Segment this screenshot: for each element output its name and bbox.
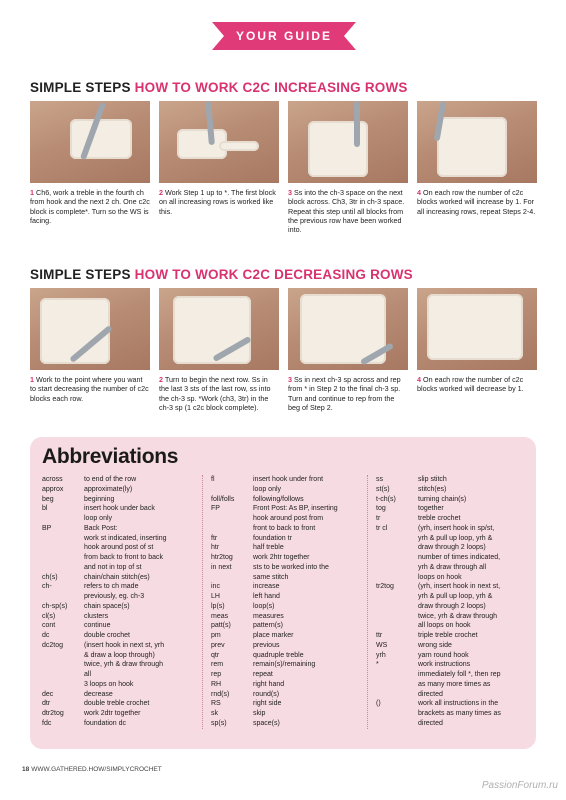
abbreviation-meaning: yrh & pull up loop, yrh & (418, 534, 493, 542)
abbreviation-row (211, 651, 367, 661)
abbreviation-row (376, 612, 524, 622)
abbreviations-column-2 (202, 475, 367, 729)
step-number: 4 (417, 375, 421, 384)
abbreviation-row (42, 699, 202, 709)
abbreviation-meaning: work 2dtr together (84, 710, 141, 717)
abbreviation-row (211, 563, 367, 573)
abbreviation-meaning: directed (418, 690, 443, 698)
abbreviation-meaning: triple treble crochet (418, 632, 478, 639)
section-heading: HOW TO WORK C2C DECREASING ROWS (134, 267, 413, 282)
abbreviation-meaning: right hand (253, 680, 285, 688)
abbreviation-term: * (376, 661, 379, 669)
abbreviation-term: pm (211, 632, 221, 639)
step-text (159, 375, 279, 412)
abbreviation-meaning: Back Post: (84, 524, 118, 532)
abbreviation-row (376, 699, 524, 709)
abbreviation-term (376, 680, 418, 690)
abbreviation-row (42, 670, 202, 680)
abbreviation-term: qtr (211, 651, 220, 659)
abbreviations-title: Abbreviations (42, 445, 179, 468)
abbreviation-term: sp(s) (211, 719, 227, 727)
step-number: 3 (288, 375, 292, 384)
abbreviation-meaning: loop only (253, 485, 282, 493)
abbreviation-term (42, 543, 84, 553)
abbreviation-row (211, 504, 367, 514)
abbreviation-row (376, 631, 524, 641)
abbreviation-meaning: skip (253, 710, 266, 717)
abbreviation-meaning: loop only (84, 515, 113, 522)
step-text (288, 188, 408, 234)
abbreviation-term: cl(s) (42, 612, 56, 620)
abbreviation-term (376, 592, 418, 602)
abbreviation-term: rep (211, 671, 222, 678)
abbreviation-meaning: double treble crochet (84, 700, 150, 708)
abbreviation-term (376, 719, 418, 729)
abbreviation-row (42, 582, 202, 592)
abbreviation-term: RH (211, 680, 222, 688)
abbreviation-row (42, 553, 202, 563)
section-lead: SIMPLE STEPS (30, 80, 131, 95)
abbreviation-row (376, 543, 524, 553)
abbreviation-row (376, 719, 524, 729)
abbreviation-row (211, 582, 367, 592)
abbreviation-term (42, 651, 84, 661)
step-card (288, 288, 408, 412)
abbreviation-meaning: work 2htr together (253, 554, 310, 561)
step-number: 3 (288, 188, 292, 197)
abbreviation-term (42, 514, 84, 524)
section-lead: SIMPLE STEPS (30, 267, 131, 282)
abbreviation-term (42, 553, 84, 563)
abbreviation-meaning: and not in top of st (84, 563, 142, 571)
abbreviation-row (376, 602, 524, 612)
abbreviation-row (211, 719, 367, 729)
abbreviation-meaning: remain(s)/remaining (253, 661, 316, 669)
step-list (30, 101, 536, 234)
step-text (288, 375, 408, 412)
abbreviation-term: meas (211, 612, 229, 620)
abbreviation-term (42, 670, 84, 680)
abbreviation-meaning: wrong side (418, 641, 452, 649)
abbreviation-term (376, 573, 418, 583)
abbreviation-row (376, 514, 524, 524)
abbreviation-meaning: hook around post of st (84, 544, 154, 552)
abbreviation-meaning: repeat (253, 671, 273, 678)
abbreviation-meaning: increase (253, 583, 280, 591)
abbreviations-panel (30, 437, 536, 749)
abbreviation-meaning: twice, yrh & draw through (418, 612, 497, 620)
abbreviation-row (211, 592, 367, 602)
abbreviation-meaning: half treble (253, 544, 284, 552)
step-number: 2 (159, 375, 163, 384)
abbreviation-row (42, 543, 202, 553)
abbreviation-row (42, 660, 202, 670)
step-number: 4 (417, 188, 421, 197)
abbreviation-meaning: & draw a loop through) (84, 651, 155, 659)
abbreviation-term (211, 573, 253, 583)
abbreviation-meaning: work st indicated, inserting (84, 534, 167, 542)
abbreviation-row (376, 651, 524, 661)
step-photo (159, 101, 279, 183)
abbreviation-term: yrh (376, 651, 386, 659)
abbreviation-row (211, 514, 367, 524)
abbreviation-row (42, 504, 202, 514)
abbreviation-meaning: insert hook under front (253, 476, 324, 483)
abbreviation-meaning: following/follows (253, 495, 304, 503)
step-photo (30, 101, 150, 183)
abbreviation-meaning: yrh & draw through all (418, 563, 487, 571)
abbreviation-term: ch(s) (42, 573, 58, 581)
abbreviation-row (376, 534, 524, 544)
abbreviation-term: t-ch(s) (376, 495, 396, 503)
abbreviation-row (376, 670, 524, 680)
abbreviation-term: tog (376, 505, 386, 513)
step-number: 2 (159, 188, 163, 197)
abbreviation-row (376, 485, 524, 495)
step-list (30, 288, 536, 412)
abbreviation-row (42, 641, 202, 651)
abbreviation-row (376, 660, 524, 670)
abbreviation-meaning: foundation dc (84, 719, 127, 727)
abbreviation-meaning: draw through 2 loops) (418, 602, 486, 610)
step-card (159, 101, 279, 234)
step-description: Work Step 1 up to *. The first block on all increasing rows is worked like this. (159, 188, 276, 216)
abbreviation-row (211, 709, 367, 719)
abbreviation-row (42, 524, 202, 534)
abbreviation-meaning: Front Post: As BP, inserting (253, 505, 338, 513)
abbreviation-term: ss (376, 476, 383, 483)
step-photo (30, 288, 150, 370)
abbreviation-row (376, 563, 524, 573)
abbreviation-term (42, 660, 84, 670)
abbreviation-row (42, 495, 202, 505)
abbreviation-row (211, 699, 367, 709)
abbreviation-meaning: slip stitch (418, 476, 447, 483)
abbreviation-row (42, 612, 202, 622)
abbreviation-row (376, 680, 524, 690)
step-description: Ss in next ch-3 sp across and rep from * in Step 2 to the final ch-3 sp. Turn and continue to rep from the beg of Step 2. (288, 375, 401, 412)
abbreviation-meaning: double crochet (84, 632, 130, 639)
abbreviation-meaning: chain space(s) (84, 602, 130, 610)
abbreviation-row (211, 602, 367, 612)
abbreviation-row (42, 602, 202, 612)
abbreviation-row (42, 573, 202, 583)
abbreviation-term: beg (42, 495, 54, 503)
abbreviation-row (376, 641, 524, 651)
abbreviation-term: in next (211, 563, 232, 571)
step-card (30, 288, 150, 412)
abbreviation-meaning: hook around post from (253, 515, 324, 522)
abbreviation-meaning: clusters (84, 612, 109, 620)
abbreviation-meaning: space(s) (253, 719, 280, 727)
abbreviations-columns (42, 475, 524, 729)
abbreviation-row (42, 534, 202, 544)
abbreviation-term: htr (211, 544, 220, 552)
abbreviation-meaning: all loops on hook (418, 622, 471, 630)
abbreviation-term: htr2tog (211, 554, 233, 561)
abbreviation-term: rem (211, 661, 224, 669)
abbreviation-meaning: yarn round hook (418, 651, 469, 659)
abbreviation-meaning: (insert hook in next st, yrh (84, 641, 165, 649)
abbreviation-row (211, 553, 367, 563)
abbreviation-row (376, 690, 524, 700)
abbreviation-row (211, 631, 367, 641)
abbreviation-meaning: turning chain(s) (418, 495, 467, 503)
abbreviation-meaning: chain/chain stitch(es) (84, 573, 150, 581)
abbreviation-meaning: foundation tr (253, 534, 292, 542)
abbreviation-row (42, 690, 202, 700)
abbreviation-term (42, 680, 84, 690)
abbreviation-meaning: immediately foll *, then rep (418, 671, 501, 678)
abbreviation-term (376, 534, 418, 544)
abbreviation-row (42, 621, 202, 631)
abbreviation-row (211, 573, 367, 583)
abbreviation-meaning: sts to be worked into the (253, 563, 329, 571)
abbreviation-meaning: approximate(ly) (84, 485, 133, 493)
abbreviation-row (42, 563, 202, 573)
abbreviation-term (376, 612, 418, 622)
abbreviation-row (211, 621, 367, 631)
abbreviation-term: across (42, 476, 63, 483)
abbreviation-meaning: insert hook under back (84, 505, 155, 513)
abbreviation-row (376, 582, 524, 592)
abbreviation-meaning: beginning (84, 495, 115, 503)
abbreviation-meaning: 3 loops on hook (84, 680, 134, 688)
step-photo (159, 288, 279, 370)
step-text (30, 375, 150, 403)
increasing-section (30, 80, 536, 234)
abbreviation-term (211, 524, 253, 534)
abbreviations-column-3 (367, 475, 524, 729)
step-photo (288, 288, 408, 370)
abbreviation-meaning: previous (253, 641, 280, 649)
step-text (417, 188, 537, 216)
abbreviation-term: dtr (42, 700, 51, 708)
section-heading: HOW TO WORK C2C INCREASING ROWS (134, 80, 408, 95)
abbreviation-term (376, 670, 418, 680)
abbreviation-term: tr (376, 515, 381, 522)
abbreviation-term: inc (211, 583, 220, 591)
abbreviation-row (211, 612, 367, 622)
abbreviation-row (42, 709, 202, 719)
abbreviation-row (211, 524, 367, 534)
abbreviations-column-1 (42, 475, 202, 729)
abbreviation-meaning: directed (418, 719, 443, 727)
abbreviation-row (211, 641, 367, 651)
abbreviation-term: BP (42, 524, 52, 532)
step-description: Ss into the ch-3 space on the next block across. Ch3, 3tr in ch-3 space. Repeat this step until all blocks from the previous row have been worked into. (288, 188, 405, 235)
abbreviation-row (42, 475, 202, 485)
abbreviation-term (376, 563, 418, 573)
abbreviation-row (211, 495, 367, 505)
page-number: 18 (22, 766, 30, 773)
section-title (30, 80, 536, 95)
abbreviation-row (42, 592, 202, 602)
abbreviation-meaning: place marker (253, 632, 294, 639)
abbreviation-term (42, 592, 84, 602)
abbreviation-row (42, 680, 202, 690)
abbreviation-term: prev (211, 641, 225, 649)
section-title (30, 267, 536, 282)
abbreviation-row (376, 592, 524, 602)
abbreviation-meaning: continue (84, 622, 111, 630)
abbreviation-row (211, 543, 367, 553)
abbreviation-meaning: same stitch (253, 573, 289, 581)
abbreviation-meaning: as many more times as (418, 680, 491, 688)
step-card (30, 101, 150, 234)
abbreviation-term (376, 709, 418, 719)
watermark: PassionForum.ru (481, 780, 558, 791)
abbreviation-term: bl (42, 505, 48, 513)
abbreviation-meaning: work instructions (418, 661, 471, 669)
abbreviation-row (42, 719, 202, 729)
abbreviation-meaning: quadruple treble (253, 651, 304, 659)
step-text (417, 375, 537, 394)
abbreviation-term: lp(s) (211, 602, 225, 610)
abbreviation-row (42, 651, 202, 661)
abbreviation-term: RS (211, 700, 221, 708)
abbreviation-meaning: front to back to front (253, 524, 316, 532)
abbreviation-term: WS (376, 641, 388, 649)
step-description: On each row the number of c2c blocks worked will increase by 1. For all increasing rows, repeat Steps 2-4. (417, 188, 536, 216)
abbreviation-term: dc (42, 632, 50, 639)
abbreviation-row (42, 631, 202, 641)
abbreviation-term: () (376, 700, 381, 708)
abbreviation-term (376, 621, 418, 631)
abbreviation-term: ch-sp(s) (42, 602, 68, 610)
abbreviation-term (376, 543, 418, 553)
abbreviation-term (211, 485, 253, 495)
abbreviation-row (376, 621, 524, 631)
abbreviation-term: dtr2tog (42, 710, 64, 717)
abbreviation-row (376, 504, 524, 514)
abbreviation-term (42, 563, 84, 573)
abbreviation-row (376, 495, 524, 505)
step-description: Work to the point where you want to start decreasing the number of c2c blocks each row. (30, 375, 149, 403)
abbreviation-meaning: (yrh, insert hook in sp/st, (418, 524, 495, 532)
step-card (288, 101, 408, 234)
abbreviation-meaning: to end of the row (84, 476, 137, 483)
abbreviation-meaning: previously, eg. ch-3 (84, 593, 145, 600)
abbreviation-meaning: together (418, 505, 444, 513)
abbreviation-row (211, 690, 367, 700)
abbreviation-row (42, 514, 202, 524)
abbreviation-meaning: treble crochet (418, 515, 461, 522)
step-description: Ch6, work a treble in the fourth ch from hook and the next 2 ch. One c2c block is complete*. Turn so the WS is facing. (30, 188, 150, 225)
abbreviation-meaning: all (84, 671, 92, 678)
abbreviation-meaning: loop(s) (253, 602, 275, 610)
abbreviation-row (211, 485, 367, 495)
abbreviation-row (376, 524, 524, 534)
abbreviation-meaning: right side (253, 700, 282, 708)
footer-url: WWW.GATHERED.HOW/SIMPLYCROCHET (31, 766, 162, 773)
abbreviation-term: ftr (211, 534, 218, 542)
abbreviation-term: dec (42, 690, 54, 698)
abbreviation-meaning: work all instructions in the (418, 700, 499, 708)
guide-banner: YOUR GUIDE (224, 22, 344, 50)
abbreviation-row (376, 475, 524, 485)
step-number: 1 (30, 375, 34, 384)
abbreviation-term: patt(s) (211, 622, 231, 630)
step-photo (417, 288, 537, 370)
abbreviation-term: approx (42, 485, 64, 493)
abbreviation-term: fdc (42, 719, 52, 727)
abbreviation-meaning: brackets as many times as (418, 710, 501, 717)
abbreviation-term: tr2tog (376, 583, 394, 591)
abbreviation-meaning: from back to front to back (84, 554, 163, 561)
abbreviation-meaning: yrh & pull up loop, yrh & (418, 593, 493, 600)
abbreviation-term: ttr (376, 632, 383, 639)
abbreviation-term (211, 514, 253, 524)
step-number: 1 (30, 188, 34, 197)
step-card (417, 288, 537, 412)
abbreviation-term (376, 690, 418, 700)
decreasing-section (30, 267, 536, 412)
abbreviation-row (42, 485, 202, 495)
abbreviation-row (211, 670, 367, 680)
step-photo (288, 101, 408, 183)
abbreviation-term: tr cl (376, 524, 388, 532)
abbreviation-row (211, 660, 367, 670)
abbreviation-term: foll/folls (211, 495, 235, 503)
abbreviation-term: LH (211, 593, 220, 600)
abbreviation-row (211, 475, 367, 485)
abbreviation-term: st(s) (376, 485, 390, 493)
abbreviation-term (376, 553, 418, 563)
abbreviation-term: fl (211, 476, 215, 483)
abbreviation-meaning: draw through 2 loops) (418, 544, 486, 552)
abbreviation-meaning: round(s) (253, 690, 280, 698)
abbreviation-term: FP (211, 505, 220, 513)
step-card (159, 288, 279, 412)
step-card (417, 101, 537, 234)
step-photo (417, 101, 537, 183)
abbreviation-row (376, 573, 524, 583)
abbreviation-term: cont (42, 622, 56, 630)
abbreviation-meaning: twice, yrh & draw through (84, 661, 163, 669)
abbreviation-meaning: left hand (253, 593, 280, 600)
abbreviation-term: dc2tog (42, 641, 64, 649)
page-footer (22, 766, 162, 773)
abbreviation-meaning: loops on hook (418, 573, 462, 581)
abbreviation-meaning: stitch(es) (418, 485, 447, 493)
step-text (30, 188, 150, 225)
abbreviation-meaning: measures (253, 612, 284, 620)
abbreviation-row (211, 534, 367, 544)
abbreviation-row (376, 553, 524, 563)
abbreviation-term: sk (211, 710, 218, 717)
abbreviation-row (376, 709, 524, 719)
abbreviation-term (376, 602, 418, 612)
step-text (159, 188, 279, 216)
abbreviation-meaning: number of times indicated, (418, 554, 501, 561)
abbreviation-term (42, 534, 84, 544)
abbreviation-meaning: decrease (84, 690, 113, 698)
abbreviation-term: ch- (42, 583, 52, 591)
step-description: Turn to begin the next row. Ss in the last 3 sts of the last row, ss into the ch-3 sp. *Work (ch3, 3tr) in the ch-3 sp (1 c2c block complete). (159, 375, 271, 412)
abbreviation-meaning: pattern(s) (253, 622, 283, 630)
abbreviation-row (211, 680, 367, 690)
step-description: On each row the number of c2c blocks worked will decrease by 1. (417, 375, 524, 394)
abbreviation-meaning: refers to ch made (84, 583, 139, 591)
abbreviation-meaning: (yrh, insert hook in next st, (418, 583, 501, 591)
abbreviation-term: rnd(s) (211, 690, 230, 698)
